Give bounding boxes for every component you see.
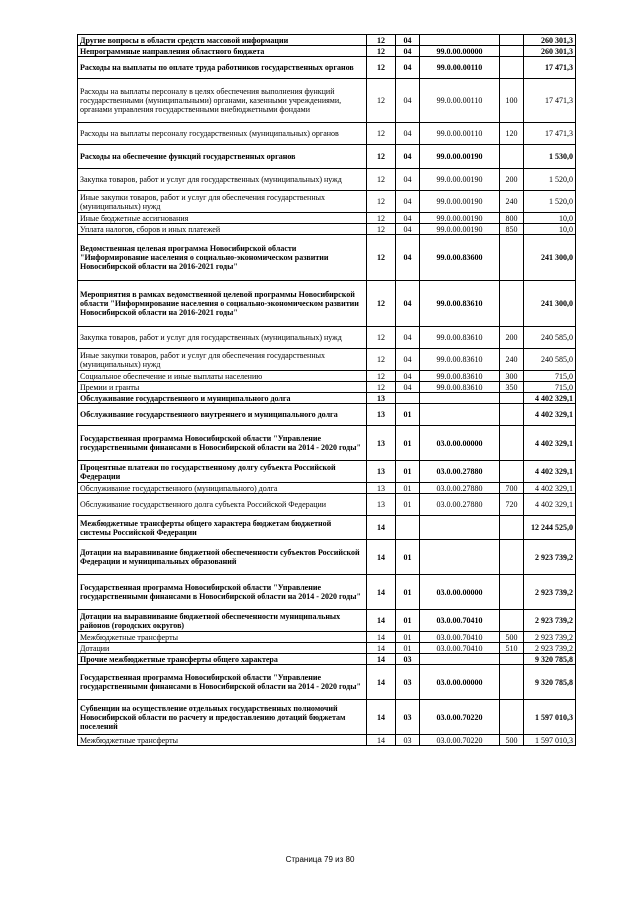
row-expense-type-cell: [500, 700, 524, 735]
row-name-cell: Иные бюджетные ассигнования: [78, 213, 367, 224]
row-amount-cell: 10,0: [524, 224, 576, 235]
row-subsection-cell: 04: [396, 327, 420, 349]
row-target-article-cell: 99.0.00.83610: [420, 327, 500, 349]
row-amount-cell: 4 402 329,1: [524, 393, 576, 404]
row-expense-type-cell: 100: [500, 79, 524, 123]
row-target-article-cell: 03.0.00.70410: [420, 610, 500, 632]
row-subsection-cell: 03: [396, 700, 420, 735]
row-subsection-cell: 01: [396, 426, 420, 461]
row-name-cell: Государственная программа Новосибирской области "Управление государственными финансами в Новосибирской области на 2014 - 2020 годы": [78, 575, 367, 610]
row-subsection-cell: 04: [396, 191, 420, 213]
row-section-cell: 14: [367, 540, 396, 575]
row-name-cell: Обслуживание государственного внутреннего и муниципального долга: [78, 404, 367, 426]
row-expense-type-cell: 850: [500, 224, 524, 235]
row-expense-type-cell: 120: [500, 123, 524, 145]
row-section-cell: 13: [367, 461, 396, 483]
row-expense-type-cell: [500, 665, 524, 700]
row-expense-type-cell: 350: [500, 382, 524, 393]
row-subsection-cell: 04: [396, 123, 420, 145]
row-subsection-cell: 03: [396, 735, 420, 746]
row-amount-cell: 260 301,3: [524, 46, 576, 57]
table-row: [78, 224, 576, 235]
row-subsection-cell: 04: [396, 35, 420, 46]
table-row: [78, 349, 576, 371]
row-amount-cell: 1 597 010,3: [524, 735, 576, 746]
row-subsection-cell: 01: [396, 461, 420, 483]
row-amount-cell: 1 520,0: [524, 169, 576, 191]
table-row: [78, 327, 576, 349]
row-amount-cell: 2 923 739,2: [524, 632, 576, 643]
row-name-cell: Дотации на выравнивание бюджетной обеспеченности муниципальных районов (городских округов): [78, 610, 367, 632]
row-subsection-cell: 04: [396, 371, 420, 382]
table-row: [78, 145, 576, 169]
row-section-cell: 12: [367, 224, 396, 235]
row-name-cell: Уплата налогов, сборов и иных платежей: [78, 224, 367, 235]
row-subsection-cell: 03: [396, 654, 420, 665]
row-target-article-cell: 99.0.00.00110: [420, 79, 500, 123]
page-footer: [0, 855, 640, 864]
table-row: [78, 35, 576, 46]
row-target-article-cell: [420, 654, 500, 665]
row-expense-type-cell: 200: [500, 327, 524, 349]
row-expense-type-cell: [500, 35, 524, 46]
row-section-cell: 12: [367, 371, 396, 382]
table-row: [78, 643, 576, 654]
row-section-cell: 12: [367, 327, 396, 349]
row-amount-cell: 10,0: [524, 213, 576, 224]
row-section-cell: 14: [367, 700, 396, 735]
row-section-cell: 13: [367, 483, 396, 494]
table-row: [78, 382, 576, 393]
document-page: [77, 34, 575, 746]
row-amount-cell: 2 923 739,2: [524, 540, 576, 575]
row-subsection-cell: 01: [396, 494, 420, 516]
row-amount-cell: 17 471,3: [524, 123, 576, 145]
table-row: [78, 665, 576, 700]
row-section-cell: 12: [367, 46, 396, 57]
row-expense-type-cell: [500, 46, 524, 57]
row-target-article-cell: 99.0.00.00190: [420, 169, 500, 191]
row-subsection-cell: 01: [396, 632, 420, 643]
row-target-article-cell: 99.0.00.00190: [420, 145, 500, 169]
row-amount-cell: 12 244 525,0: [524, 516, 576, 540]
row-name-cell: Расходы на выплаты персоналу в целях обеспечения выполнения функций государственными (муниципальными) органами, казенными учреждениями, органами управления государственными внебюджетными фондами: [78, 79, 367, 123]
row-subsection-cell: 01: [396, 610, 420, 632]
row-amount-cell: 2 923 739,2: [524, 610, 576, 632]
row-target-article-cell: 99.0.00.00110: [420, 57, 500, 79]
row-name-cell: Другие вопросы в области средств массовой информации: [78, 35, 367, 46]
row-expense-type-cell: 500: [500, 632, 524, 643]
table-row: [78, 610, 576, 632]
row-expense-type-cell: [500, 575, 524, 610]
row-expense-type-cell: [500, 235, 524, 281]
row-amount-cell: 1 520,0: [524, 191, 576, 213]
table-row: [78, 393, 576, 404]
row-section-cell: 14: [367, 632, 396, 643]
row-section-cell: 13: [367, 404, 396, 426]
row-expense-type-cell: 300: [500, 371, 524, 382]
row-section-cell: 12: [367, 191, 396, 213]
row-section-cell: 14: [367, 516, 396, 540]
row-amount-cell: 9 320 785,8: [524, 665, 576, 700]
table-row: [78, 371, 576, 382]
row-expense-type-cell: [500, 281, 524, 327]
row-expense-type-cell: [500, 426, 524, 461]
row-amount-cell: 4 402 329,1: [524, 461, 576, 483]
row-section-cell: 12: [367, 79, 396, 123]
row-target-article-cell: 03.0.00.70410: [420, 632, 500, 643]
row-name-cell: Социальное обеспечение и иные выплаты населению: [78, 371, 367, 382]
row-amount-cell: 715,0: [524, 371, 576, 382]
row-target-article-cell: 03.0.00.00000: [420, 575, 500, 610]
row-name-cell: Расходы на выплаты персоналу государственных (муниципальных) органов: [78, 123, 367, 145]
table-row: [78, 461, 576, 483]
row-name-cell: Обслуживание государственного и муниципального долга: [78, 393, 367, 404]
row-expense-type-cell: 240: [500, 349, 524, 371]
row-name-cell: Иные закупки товаров, работ и услуг для обеспечения государственных (муниципальных) нужд: [78, 191, 367, 213]
row-section-cell: 12: [367, 123, 396, 145]
row-subsection-cell: 01: [396, 404, 420, 426]
row-name-cell: Прочие межбюджетные трансферты общего характера: [78, 654, 367, 665]
row-target-article-cell: 99.0.00.00190: [420, 213, 500, 224]
row-section-cell: 14: [367, 643, 396, 654]
row-amount-cell: 4 402 329,1: [524, 494, 576, 516]
row-expense-type-cell: [500, 540, 524, 575]
row-name-cell: Обслуживание государственного долга субъекта Российской Федерации: [78, 494, 367, 516]
row-name-cell: Закупка товаров, работ и услуг для государственных (муниципальных) нужд: [78, 327, 367, 349]
row-section-cell: 14: [367, 735, 396, 746]
row-amount-cell: 9 320 785,8: [524, 654, 576, 665]
row-section-cell: 12: [367, 213, 396, 224]
row-amount-cell: 240 585,0: [524, 349, 576, 371]
row-expense-type-cell: [500, 404, 524, 426]
row-target-article-cell: 99.0.00.00190: [420, 191, 500, 213]
table-row: [78, 79, 576, 123]
row-target-article-cell: 03.0.00.27880: [420, 494, 500, 516]
budget-table-body: [78, 35, 576, 746]
page-number: Страница 79 из 80: [285, 855, 355, 864]
table-row: [78, 46, 576, 57]
row-amount-cell: 260 301,3: [524, 35, 576, 46]
row-amount-cell: 240 585,0: [524, 327, 576, 349]
row-amount-cell: 1 530,0: [524, 145, 576, 169]
row-amount-cell: 241 300,0: [524, 281, 576, 327]
row-subsection-cell: 04: [396, 281, 420, 327]
row-amount-cell: 2 923 739,2: [524, 643, 576, 654]
row-subsection-cell: 04: [396, 79, 420, 123]
row-name-cell: Процентные платежи по государственному долгу субъекта Российской Федерации: [78, 461, 367, 483]
row-expense-type-cell: 800: [500, 213, 524, 224]
row-name-cell: Государственная программа Новосибирской области "Управление государственными финансами в Новосибирской области на 2014 - 2020 годы": [78, 665, 367, 700]
row-expense-type-cell: [500, 516, 524, 540]
row-section-cell: 13: [367, 494, 396, 516]
row-expense-type-cell: [500, 461, 524, 483]
row-name-cell: Межбюджетные трансферты: [78, 735, 367, 746]
row-target-article-cell: 03.0.00.70410: [420, 643, 500, 654]
row-subsection-cell: 01: [396, 540, 420, 575]
row-target-article-cell: 99.0.00.00110: [420, 123, 500, 145]
row-section-cell: 12: [367, 57, 396, 79]
row-subsection-cell: 04: [396, 224, 420, 235]
row-name-cell: Межбюджетные трансферты общего характера бюджетам бюджетной системы Российской Федерации: [78, 516, 367, 540]
row-target-article-cell: 99.0.00.83600: [420, 235, 500, 281]
table-row: [78, 123, 576, 145]
row-name-cell: Расходы на выплаты по оплате труда работников государственных органов: [78, 57, 367, 79]
row-target-article-cell: 99.0.00.83610: [420, 281, 500, 327]
row-name-cell: Расходы на обеспечение функций государственных органов: [78, 145, 367, 169]
row-name-cell: Премии и гранты: [78, 382, 367, 393]
row-target-article-cell: 03.0.00.27880: [420, 461, 500, 483]
row-amount-cell: 4 402 329,1: [524, 426, 576, 461]
row-amount-cell: 4 402 329,1: [524, 404, 576, 426]
row-section-cell: 12: [367, 281, 396, 327]
row-subsection-cell: 04: [396, 145, 420, 169]
row-section-cell: 14: [367, 610, 396, 632]
row-section-cell: 12: [367, 349, 396, 371]
row-expense-type-cell: 510: [500, 643, 524, 654]
row-subsection-cell: 01: [396, 643, 420, 654]
row-name-cell: Государственная программа Новосибирской области "Управление государственными финансами в Новосибирской области на 2014 - 2020 годы": [78, 426, 367, 461]
table-row: [78, 426, 576, 461]
row-target-article-cell: 03.0.00.70220: [420, 700, 500, 735]
row-subsection-cell: 03: [396, 665, 420, 700]
row-subsection-cell: 04: [396, 235, 420, 281]
row-target-article-cell: 99.0.00.00000: [420, 46, 500, 57]
row-name-cell: Закупка товаров, работ и услуг для государственных (муниципальных) нужд: [78, 169, 367, 191]
table-row: [78, 494, 576, 516]
row-section-cell: 14: [367, 665, 396, 700]
row-target-article-cell: 03.0.00.27880: [420, 483, 500, 494]
table-row: [78, 169, 576, 191]
row-target-article-cell: 99.0.00.00190: [420, 224, 500, 235]
row-section-cell: 12: [367, 235, 396, 281]
row-subsection-cell: [396, 393, 420, 404]
row-target-article-cell: [420, 540, 500, 575]
row-section-cell: 12: [367, 35, 396, 46]
table-row: [78, 654, 576, 665]
table-row: [78, 404, 576, 426]
row-name-cell: Ведомственная целевая программа Новосибирской области "Информирование населения о социально-экономическом развитии Новосибирской области на 2016-2021 годы": [78, 235, 367, 281]
row-name-cell: Обслуживание государственного (муниципального) долга: [78, 483, 367, 494]
row-amount-cell: 17 471,3: [524, 79, 576, 123]
table-row: [78, 540, 576, 575]
row-amount-cell: 2 923 739,2: [524, 575, 576, 610]
row-name-cell: Субвенции на осуществление отдельных государственных полномочий Новосибирской области по расчету и предоставлению дотаций бюджетам поселений: [78, 700, 367, 735]
row-target-article-cell: [420, 35, 500, 46]
table-row: [78, 483, 576, 494]
row-section-cell: 14: [367, 575, 396, 610]
row-amount-cell: 4 402 329,1: [524, 483, 576, 494]
row-subsection-cell: 04: [396, 57, 420, 79]
row-name-cell: Дотации: [78, 643, 367, 654]
row-subsection-cell: 04: [396, 213, 420, 224]
row-section-cell: 12: [367, 169, 396, 191]
row-name-cell: Иные закупки товаров, работ и услуг для обеспечения государственных (муниципальных) нужд: [78, 349, 367, 371]
table-row: [78, 700, 576, 735]
row-expense-type-cell: 720: [500, 494, 524, 516]
row-name-cell: Непрограммные направления областного бюджета: [78, 46, 367, 57]
row-section-cell: 13: [367, 426, 396, 461]
budget-table: [77, 34, 576, 746]
table-row: [78, 632, 576, 643]
row-expense-type-cell: [500, 57, 524, 79]
row-subsection-cell: 04: [396, 169, 420, 191]
row-target-article-cell: 03.0.00.70220: [420, 735, 500, 746]
row-section-cell: 12: [367, 382, 396, 393]
row-section-cell: 14: [367, 654, 396, 665]
table-row: [78, 281, 576, 327]
table-row: [78, 235, 576, 281]
row-subsection-cell: 04: [396, 382, 420, 393]
row-amount-cell: 241 300,0: [524, 235, 576, 281]
row-section-cell: 12: [367, 145, 396, 169]
table-row: [78, 213, 576, 224]
row-expense-type-cell: 500: [500, 735, 524, 746]
row-expense-type-cell: [500, 145, 524, 169]
table-row: [78, 575, 576, 610]
table-row: [78, 57, 576, 79]
row-target-article-cell: 99.0.00.83610: [420, 371, 500, 382]
row-name-cell: Межбюджетные трансферты: [78, 632, 367, 643]
row-subsection-cell: 04: [396, 349, 420, 371]
table-row: [78, 516, 576, 540]
row-target-article-cell: 99.0.00.83610: [420, 349, 500, 371]
row-name-cell: Дотации на выравнивание бюджетной обеспеченности субъектов Российской Федерации и муниципальных образований: [78, 540, 367, 575]
row-target-article-cell: [420, 516, 500, 540]
row-subsection-cell: 01: [396, 575, 420, 610]
row-expense-type-cell: 240: [500, 191, 524, 213]
row-target-article-cell: [420, 404, 500, 426]
row-expense-type-cell: [500, 654, 524, 665]
table-row: [78, 191, 576, 213]
row-expense-type-cell: 700: [500, 483, 524, 494]
row-subsection-cell: 01: [396, 483, 420, 494]
row-target-article-cell: 03.0.00.00000: [420, 665, 500, 700]
row-target-article-cell: 03.0.00.00000: [420, 426, 500, 461]
row-subsection-cell: [396, 516, 420, 540]
row-amount-cell: 715,0: [524, 382, 576, 393]
row-subsection-cell: 04: [396, 46, 420, 57]
row-name-cell: Мероприятия в рамках ведомственной целевой программы Новосибирской области "Информирование населения о социально-экономическом развитии Новосибирской области на 2016-2021 годы": [78, 281, 367, 327]
row-amount-cell: 1 597 010,3: [524, 700, 576, 735]
table-row: [78, 735, 576, 746]
row-expense-type-cell: [500, 610, 524, 632]
row-amount-cell: 17 471,3: [524, 57, 576, 79]
row-target-article-cell: 99.0.00.83610: [420, 382, 500, 393]
row-section-cell: 13: [367, 393, 396, 404]
row-expense-type-cell: [500, 393, 524, 404]
row-target-article-cell: [420, 393, 500, 404]
row-expense-type-cell: 200: [500, 169, 524, 191]
